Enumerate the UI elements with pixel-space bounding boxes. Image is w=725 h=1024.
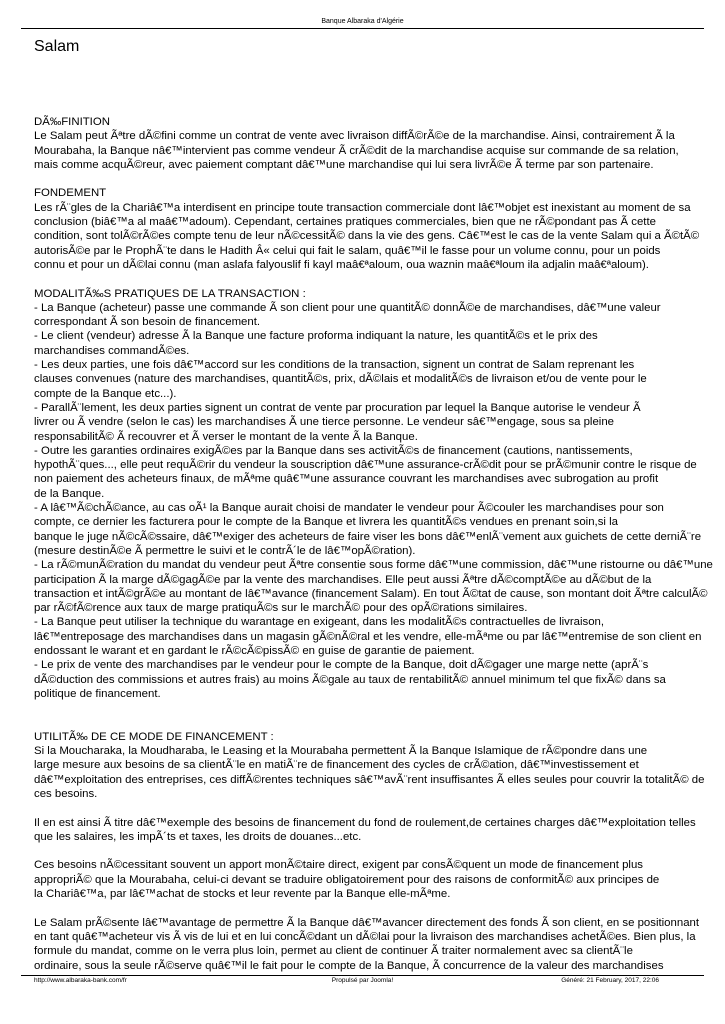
text-line: par rÃ©fÃ©rence aux taux de marge pratiquÃ©s sur le marchÃ© pour des opÃ©rations similaires. (34, 602, 528, 615)
text-line: en tant quâ€™acheteur vis Ã vis de lui et en lui concÃ©dant un dÃ©lai pour la livraison des marchandises achetÃ©es. Bien plus, la (34, 930, 696, 943)
text-line: clauses convenues (nature des marchandises, quantitÃ©s, prix, dÃ©lais et modalitÃ©s de livraison et/ou de vente pour le (34, 373, 647, 386)
text-line: - Le client (vendeur) adresse Ã la Banque une facture proforma indiquant la nature, les quantitÃ©s et le prix des (34, 330, 598, 343)
text-line: dâ€™exploitation des entreprises, ces diffÃ©rentes techniques sâ€™avÃ¨rent insuffisantes Ã elles seules pour couvrir la totalitÃ© de (34, 773, 705, 786)
section-heading: DÃ‰FINITION (34, 116, 110, 128)
text-line: correspondant Ã son besoin de financement. (34, 316, 261, 329)
text-line: - A lâ€™Ã©chÃ©ance, au cas oÃ¹ la Banque aurait choisi de mandater le vendeur pour Ã©couler les marchandises pour son (34, 502, 664, 515)
text-line: la Chariâ€™a, par lâ€™achat de stocks et leur revente par la Banque elle-mÃªme. (34, 888, 451, 901)
text-line: (mesure destinÃ©e Ã permettre le suivi et le contrÃ´le de lâ€™opÃ©ration). (34, 544, 416, 557)
site-header: Banque Albaraka d'Algérie (321, 18, 404, 25)
text-line: formule du mandat, comme on le verra plus loin, permet au client de continuer Ã traiter normalement avec sa clientÃ¨le (34, 945, 633, 958)
page-title: Salam (34, 38, 80, 55)
section-heading: FONDEMENT (34, 187, 107, 200)
section-fondement (34, 186, 725, 272)
text-line: Si la Moucharaka, la Moudharaba, le Leasing et la Mourabaha permettent Ã la Banque Islamique de rÃ©pondre dans une (34, 745, 648, 758)
text-line: de la Banque. (34, 487, 105, 500)
section-utilite (34, 730, 725, 973)
paragraph (34, 916, 725, 973)
text-line: - La Banque (acheteur) passe une commande Ã son client pour une quantitÃ© donnÃ©e de marchandises, dâ€™une valeur (34, 301, 661, 314)
paragraph (34, 744, 725, 801)
text-line: appropriÃ© que la Mourabaha, celui-ci devant se traduire obligatoirement pour des raisons de conformitÃ© aux principes de (34, 873, 660, 886)
footer-powered-by: Propulsé par Joomla! (331, 977, 394, 984)
text-line: conclusion (biâ€™a al maâ€™adoum). Cependant, certaines pratiques commerciales, bien que ne rÃ©pondant pas Ã cette (34, 216, 656, 229)
text-line: banque le juge nÃ©cÃ©ssaire, dâ€™exiger des acheteurs de faire viser les bons dâ€™enlÃ¨vement aux guichets de cette derniÃ¨re (34, 530, 702, 543)
text-line: Le Salam peut Ãªtre dÃ©fini comme un contrat de vente avec livraison diffÃ©rÃ©e de la marchandise. Ainsi, contrairement Ã la (34, 130, 675, 143)
text-line: - ParallÃ¨lement, les deux parties signent un contrat de vente par procuration par lequel la Banque autorise le vendeur Ã (34, 401, 641, 414)
section-definition (34, 115, 725, 172)
text-line: Le Salam prÃ©sente lâ€™avantage de permettre Ã la Banque dâ€™avancer directement des fonds Ã son client, en se positionnant (34, 916, 700, 929)
text-line: endossant le warant et en gardant le rÃ©cÃ©pissÃ© en guise de garantie de paiement. (34, 644, 475, 657)
text-line: politique de financement. (34, 687, 161, 700)
text-line: marchandises commandÃ©es. (34, 344, 190, 357)
text-line: Il en est ainsi Ã titre dâ€™exemple des besoins de financement du fond de roulement,de certaines charges dâ€™exploitation telles (34, 816, 696, 829)
text-line: - Les deux parties, une fois dâ€™accord sur les conditions de la transaction, signent un contrat de Salam reprenant les (34, 359, 635, 372)
text-line: non paiement des acheteurs finaux, de mÃªme quâ€™une assurance couvrant les marchandises avec subrogation au profit (34, 473, 659, 486)
text-line: dÃ©duction des commissions et autres frais) au moins Ã©gale au taux de rentabilitÃ© annuel minimum tel que fixÃ© dans sa (34, 673, 666, 686)
text-line: participation Ã la marge dÃ©gagÃ©e par la vente des marchandises. Elle peut aussi Ãªtre dÃ©comptÃ©e au dÃ©but de la (34, 573, 652, 586)
text-line: compte de la Banque etc...). (34, 387, 177, 400)
text-line: livrer ou Ã vendre (selon le cas) les marchandises Ã une tierce personne. Le vendeur sâ€™engage, sous sa pleine (34, 416, 614, 429)
footer-url-link[interactable]: http://www.albaraka-bank.com/fr (34, 977, 127, 984)
text-line: Mourabaha, la Banque nâ€™intervient pas comme vendeur Ã crÃ©dit de la marchandise acquise sur commande de sa relation, (34, 144, 679, 157)
text-line: mais comme acquÃ©reur, avec paiement comptant dâ€™une marchandise qui lui sera livrÃ©e Ã terme par son partenaire. (34, 158, 654, 171)
text-line: Les rÃ¨gles de la Chariâ€™a interdisent en principe toute transaction commerciale dont lâ€™objet est inexistant au moment de sa (34, 201, 691, 214)
footer-generated-date: Généré: 21 February, 2017, 22:06 (561, 977, 659, 984)
text-line: Ces besoins nÃ©cessitant souvent un apport monÃ©taire direct, exigent par consÃ©quent un mode de financement plus (34, 859, 643, 872)
article-body (34, 115, 725, 975)
text-line: responsabilitÃ© Ã recouvrer et Ã verser le montant de la vente Ã la Banque. (34, 430, 418, 443)
text-line: ordinaire, sous la seule rÃ©serve quâ€™il le fait pour le compte de la Banque, Ã concurrence de la valeur des marchandises (34, 959, 664, 972)
text-line: - La rÃ©munÃ©ration du mandat du vendeur peut Ãªtre consentie sous forme dâ€™une commission, dâ€™une ristourne ou dâ€™une (34, 559, 713, 572)
section-heading: MODALITÃ‰S PRATIQUES DE LA TRANSACTION : (34, 287, 306, 300)
text-line: condition, sont tolÃ©rÃ©es compte tenu de leur nÃ©cessitÃ© dans la vie des gens. Câ€™est le cas de la vente Salam qui a Ã©tÃ© (34, 230, 700, 243)
text-line: - La Banque peut utiliser la technique du warantage en exigeant, dans les modalitÃ©s contractuelles de livraison, (34, 616, 605, 629)
paragraph (34, 816, 725, 845)
header-divider (21, 28, 704, 29)
text-line: large mesure aux besoins de sa clientÃ¨le en matiÃ¨re de financement des cycles de crÃ©ation, dâ€™investissement et (34, 759, 639, 772)
text-line: lâ€™entreposage des marchandises dans un magasin gÃ©nÃ©ral et les vendre, elle-mÃªme ou par lâ€™entremise de son client en (34, 630, 702, 643)
section-heading: UTILITÃ‰ DE CE MODE DE FINANCEMENT : (34, 730, 274, 743)
paragraph (34, 858, 725, 901)
text-line: transaction et intÃ©grÃ©e au montant de lâ€™avance (financement Salam). En tout Ã©tat de cause, son montant doit Ãªtre calculÃ© (34, 587, 708, 600)
text-line: - Le prix de vente des marchandises par le vendeur pour le compte de la Banque, doit dÃ©gager une marge nette (aprÃ¨s (34, 659, 649, 672)
text-line: compte, ce dernier les facturera pour le compte de la Banque et livrera les quantitÃ©s vendues en prenant soin,si la (34, 516, 618, 529)
text-line: autorisÃ©e par le ProphÃ¨te dans le Hadith Â« celui qui fait le salam, quâ€™il le fasse pour un volume connu, pour un poids (34, 244, 661, 257)
text-line: hypothÃ¨ques..., elle peut requÃ©rir du vendeur la souscription dâ€™une assurance-crÃ©dit pour se prÃ©munir contre le risque de (34, 459, 697, 472)
text-line: connu et pour un dÃ©lai connu (man aslafa falyouslif fi kayl maâ€ªaloum, oua waznin maâ€ªloum ila adjalin maâ€ªaloum). (34, 258, 649, 271)
section-modalites (34, 287, 725, 702)
text-line: ces besoins. (34, 787, 98, 800)
text-line: que les salaires, les impÃ´ts et taxes, les droits de douanes...etc. (34, 830, 362, 843)
page-footer (0, 976, 725, 986)
text-line: - Outre les garanties ordinaires exigÃ©es par la Banque dans ses activitÃ©s de financement (cautions, nantissements, (34, 444, 633, 457)
